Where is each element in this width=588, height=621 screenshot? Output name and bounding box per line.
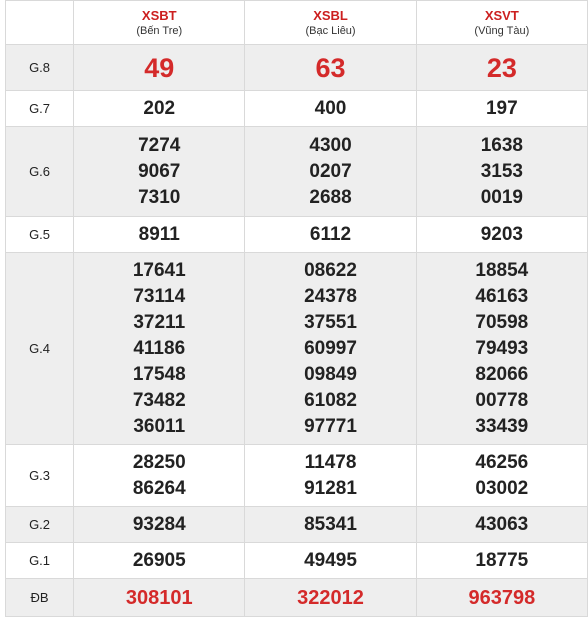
prize-cell (74, 543, 245, 579)
prize-cell (416, 217, 587, 253)
prize-label: G.4 (6, 253, 74, 445)
province-name: (Bạc Liêu) (305, 24, 356, 37)
prize-number: 85341 (304, 513, 357, 535)
prize-cell (245, 91, 416, 127)
prize-number: 23 (486, 52, 517, 83)
prize-number: 9067 (138, 160, 181, 182)
prize-number: 1638 (480, 134, 523, 156)
prize-row (6, 91, 588, 127)
prize-number: 400 (314, 97, 347, 119)
prize-row (6, 127, 588, 217)
prize-number: 322012 (297, 586, 364, 609)
prize-number: 17641 (132, 259, 186, 281)
prize-cell (416, 91, 587, 127)
prize-number: 49 (144, 52, 175, 83)
province-header-bt (74, 1, 245, 45)
prize-row (6, 543, 588, 579)
province-header-bl (245, 1, 416, 45)
prize-number: 308101 (125, 586, 193, 609)
prize-number: 17548 (132, 363, 186, 385)
prize-number: 73114 (133, 285, 186, 307)
prize-number: 91281 (304, 477, 357, 499)
prize-number: 63 (315, 52, 346, 83)
prize-number: 00778 (475, 389, 529, 411)
prize-cell (74, 91, 245, 127)
prize-row (6, 579, 588, 617)
prize-cell (245, 253, 416, 445)
prize-cell (416, 507, 587, 543)
prize-row (6, 45, 588, 91)
prize-cell (416, 127, 587, 217)
prize-cell (245, 445, 416, 507)
prize-cell (245, 217, 416, 253)
prize-cell (74, 253, 245, 445)
prize-number: 7310 (138, 186, 181, 208)
prize-cell (74, 127, 245, 217)
prize-number: 97771 (304, 415, 357, 437)
prize-cell (416, 45, 587, 91)
prize-row (6, 217, 588, 253)
prize-number: 18775 (475, 549, 529, 571)
prize-cell (74, 45, 245, 91)
prize-number: 202 (143, 97, 176, 119)
prize-cell (416, 253, 587, 445)
prize-number: 70598 (475, 311, 529, 333)
prize-number: 3153 (480, 160, 523, 182)
prize-number: 86264 (132, 477, 186, 499)
prize-number: 7274 (138, 134, 181, 156)
prize-number: 41186 (133, 337, 186, 359)
prize-cell (74, 579, 245, 617)
prize-label: G.5 (6, 217, 74, 253)
prize-label: G.3 (6, 445, 74, 507)
prize-number: 82066 (475, 363, 529, 385)
prize-number: 0019 (480, 186, 523, 208)
prize-row (6, 253, 588, 445)
prize-cell (245, 507, 416, 543)
prize-cell (416, 579, 587, 617)
prize-row (6, 445, 588, 507)
prize-number: 26905 (132, 549, 186, 571)
prize-number: 6112 (309, 223, 352, 245)
prize-cell (245, 127, 416, 217)
prize-number: 33439 (475, 415, 529, 437)
prize-number: 24378 (304, 285, 357, 307)
prize-label: G.7 (6, 91, 74, 127)
prize-number: 8911 (138, 223, 180, 245)
prize-number: 46256 (475, 451, 529, 473)
prize-cell (74, 507, 245, 543)
prize-number: 09849 (304, 363, 357, 385)
prize-number: 03002 (475, 477, 529, 499)
prize-label: ĐB (6, 579, 74, 617)
prize-number: 11478 (304, 451, 357, 473)
prize-number: 2688 (309, 186, 352, 208)
prize-label: G.1 (6, 543, 74, 579)
prize-label: G.8 (6, 45, 74, 91)
prize-number: 37211 (133, 311, 186, 333)
province-name: (Vũng Tàu) (474, 24, 530, 37)
prize-number: 197 (485, 97, 518, 119)
prize-cell (245, 579, 416, 617)
province-name: (Bến Tre) (136, 24, 183, 37)
province-code[interactable]: XSBT (141, 7, 177, 23)
prize-number: 08622 (304, 259, 357, 281)
prize-number: 4300 (309, 134, 352, 156)
prize-cell (74, 217, 245, 253)
prize-number: 9203 (480, 223, 523, 245)
prize-number: 36011 (133, 415, 186, 437)
prize-cell (245, 45, 416, 91)
prize-label: G.6 (6, 127, 74, 217)
province-header-vt (416, 1, 587, 45)
prize-number: 79493 (475, 337, 529, 359)
prize-number: 61082 (304, 389, 357, 411)
prize-cell (74, 445, 245, 507)
prize-number: 60997 (304, 337, 357, 359)
prize-number: 93284 (132, 513, 186, 535)
prize-number: 963798 (468, 586, 536, 609)
prize-number: 0207 (309, 160, 352, 182)
header-corner-cell (6, 1, 74, 45)
province-code[interactable]: XSBL (313, 7, 348, 23)
prize-number: 28250 (132, 451, 186, 473)
prize-row (6, 507, 588, 543)
prize-number: 73482 (132, 389, 186, 411)
lottery-results-table (5, 0, 588, 617)
prize-cell (245, 543, 416, 579)
prize-label: G.2 (6, 507, 74, 543)
prize-number: 37551 (304, 311, 357, 333)
prize-number: 46163 (475, 285, 529, 307)
prize-number: 43063 (475, 513, 529, 535)
prize-cell (416, 445, 587, 507)
province-code[interactable]: XSVT (484, 7, 519, 23)
prize-number: 18854 (475, 259, 529, 281)
prize-cell (416, 543, 587, 579)
prize-number: 49495 (304, 549, 357, 571)
